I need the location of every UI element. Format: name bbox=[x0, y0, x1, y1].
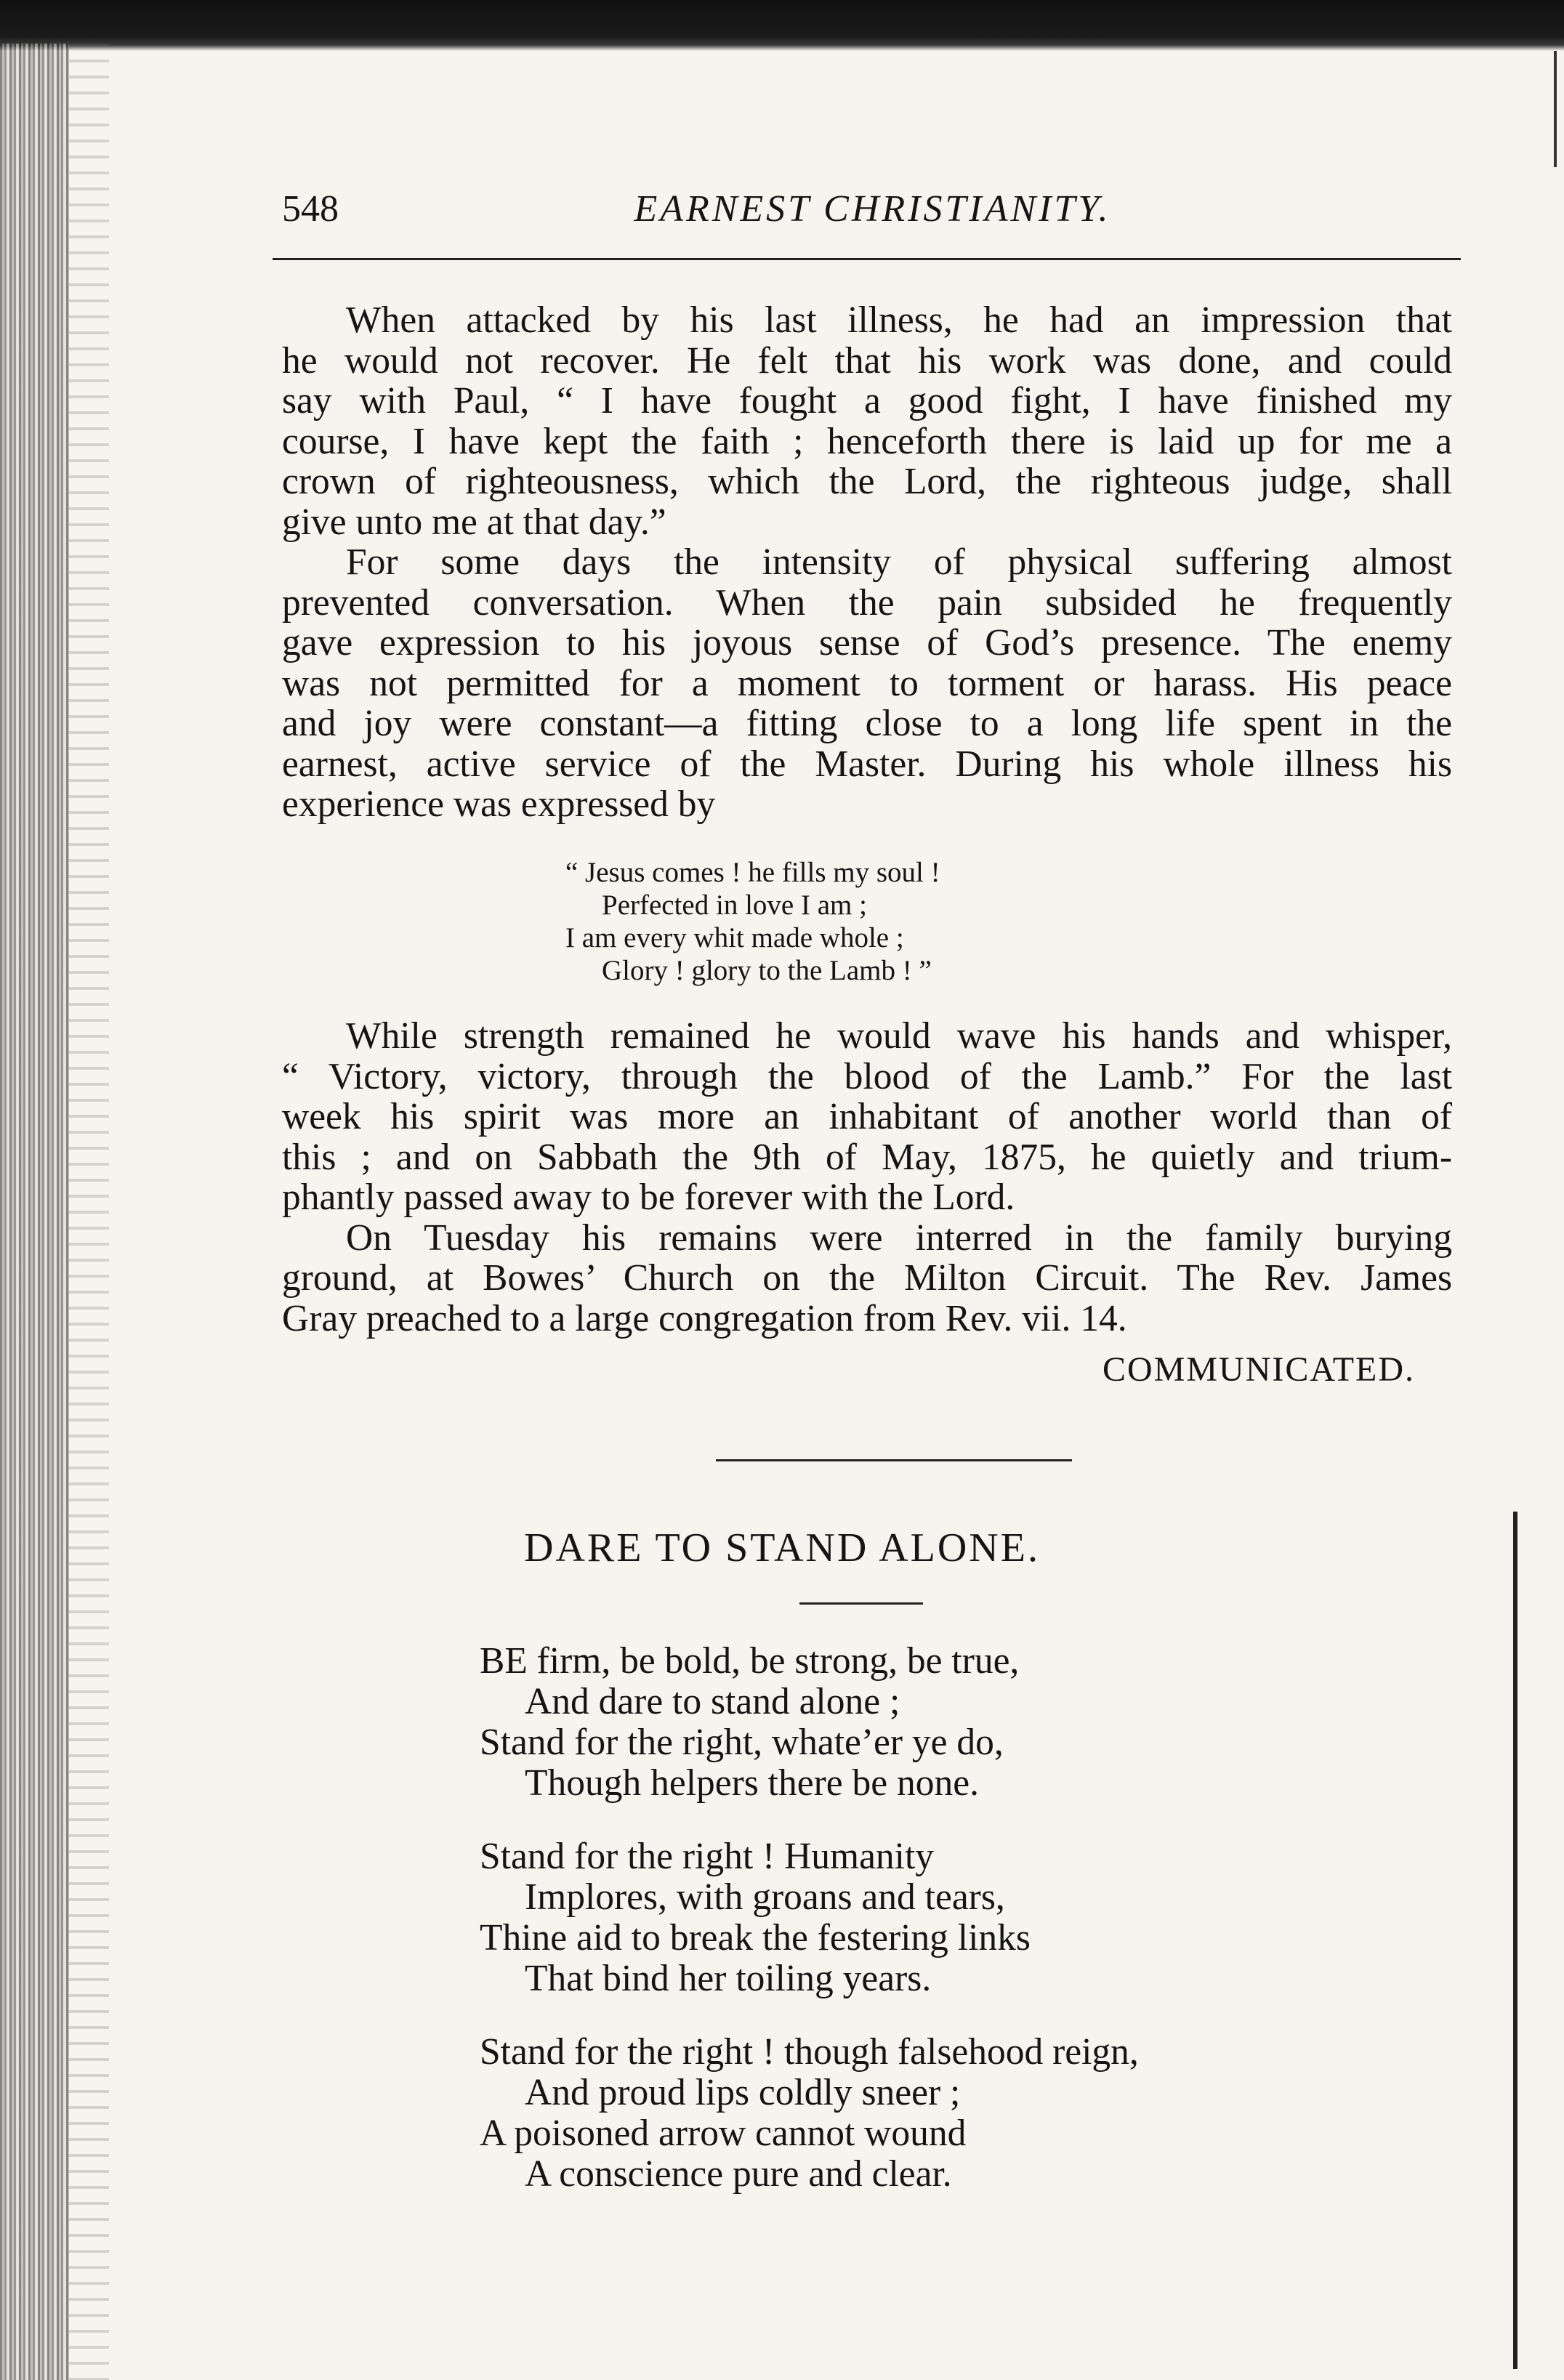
text-line: give unto me at that day.” bbox=[282, 501, 666, 543]
scan-right-edge-bottom bbox=[1513, 1512, 1517, 2369]
poem-line: And proud lips coldly sneer ; bbox=[525, 2072, 961, 2113]
text-line: While strength remained he would wave his hands and whisper, bbox=[346, 1015, 1452, 1057]
text-line: phantly passed away to be forever with the Lord. bbox=[282, 1177, 1015, 1218]
signature: COMMUNICATED. bbox=[1102, 1350, 1415, 1389]
title-rule bbox=[799, 1602, 923, 1605]
text-line: experience was expressed by bbox=[282, 783, 716, 825]
text-line: For some days the intensity of physical suffering almost bbox=[346, 541, 1452, 583]
hymn-verse bbox=[565, 856, 940, 987]
running-title: EARNEST CHRISTIANITY. bbox=[634, 188, 1111, 230]
section-rule bbox=[716, 1459, 1072, 1461]
verse-line: Glory ! glory to the Lamb ! ” bbox=[602, 955, 932, 986]
poem-line: Implores, with groans and tears, bbox=[525, 1876, 1005, 1918]
page-header bbox=[282, 187, 1463, 238]
text-line: course, I have kept the faith ; henceforth there is laid up for me a bbox=[282, 420, 1452, 462]
text-line: week his spirit was more an inhabitant of another world than of bbox=[282, 1096, 1452, 1137]
poem-line: Stand for the right ! Humanity bbox=[480, 1836, 935, 1877]
text-line: earnest, active service of the Master. During his whole illness his bbox=[282, 743, 1452, 785]
verse-line: I am every whit made whole ; bbox=[565, 922, 904, 953]
text-line: and joy were constant—a fitting close to a long life spent in the bbox=[282, 703, 1452, 744]
text-line: prevented conversation. When the pain subsided he frequently bbox=[282, 581, 1452, 624]
verse-line: Perfected in love I am ; bbox=[602, 890, 867, 921]
text-line: On Tuesday his remains were interred in the family burying bbox=[346, 1217, 1452, 1259]
text-line: “ Victory, victory, through the blood of the Lamb.” For the last bbox=[282, 1055, 1452, 1097]
poem-line: A conscience pure and clear. bbox=[525, 2153, 952, 2195]
page-number: 548 bbox=[282, 188, 339, 230]
poem-line: BE firm, be bold, be strong, be true, bbox=[480, 1640, 1020, 1682]
text-line: When attacked by his last illness, he had an impression that bbox=[346, 299, 1452, 341]
scan-spine-texture bbox=[69, 44, 109, 2380]
poem-line: A poisoned arrow cannot wound bbox=[480, 2113, 967, 2154]
scan-top-edge bbox=[0, 0, 1564, 51]
poem-line: Thine aid to break the festering links bbox=[480, 1917, 1031, 1959]
paragraph-1 bbox=[282, 300, 1452, 825]
poem-title: DARE TO STAND ALONE. bbox=[524, 1525, 1040, 1570]
scan-spine-shadow bbox=[0, 44, 69, 2380]
text-line: Gray preached to a large congregation from Rev. vii. 14. bbox=[282, 1297, 1127, 1339]
text-line: this ; and on Sabbath the 9th of May, 1875, he quietly and trium- bbox=[282, 1136, 1452, 1178]
poem bbox=[480, 1641, 1139, 2195]
verse-line: “ Jesus comes ! he fills my soul ! bbox=[565, 857, 940, 888]
poem-line: Stand for the right ! though falsehood reign, bbox=[480, 2031, 1139, 2073]
text-line: he would not recover. He felt that his work was done, and could bbox=[282, 339, 1452, 382]
text-line: crown of righteousness, which the Lord, the righteous judge, shall bbox=[282, 461, 1452, 502]
poem-line: Though helpers there be none. bbox=[525, 1762, 979, 1804]
paragraph-3 bbox=[282, 1016, 1452, 1339]
poem-line: Stand for the right, whate’er ye do, bbox=[480, 1722, 1004, 1763]
text-line: was not permitted for a moment to torment or harass. His peace bbox=[282, 662, 1452, 704]
poem-line: And dare to stand alone ; bbox=[525, 1681, 900, 1722]
text-line: say with Paul, “ I have fought a good fight, I have finished my bbox=[282, 380, 1452, 421]
text-line: gave expression to his joyous sense of God’s presence. The enemy bbox=[282, 622, 1452, 663]
header-rule bbox=[273, 258, 1461, 260]
poem-line: That bind her toiling years. bbox=[525, 1958, 932, 1999]
text-line: ground, at Bowes’ Church on the Milton Circuit. The Rev. James bbox=[282, 1257, 1452, 1299]
scan-right-edge-top bbox=[1554, 51, 1557, 167]
